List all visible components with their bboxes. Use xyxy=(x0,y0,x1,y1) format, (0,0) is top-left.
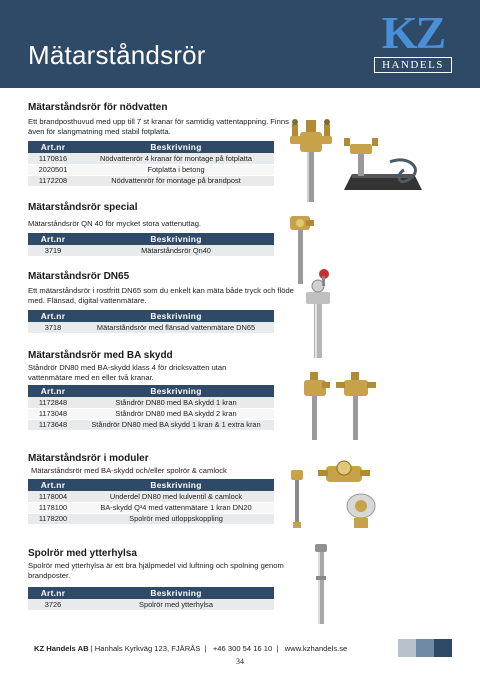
section-dn65 xyxy=(28,271,448,306)
table-row xyxy=(28,164,274,175)
desc-cell: Fotplatta i betong xyxy=(78,164,274,175)
spec-table-dn65 xyxy=(28,310,274,334)
logo-kz-text: KZ xyxy=(381,7,445,58)
page-number: 34 xyxy=(236,657,244,666)
col-desc-header: Beskrivning xyxy=(78,587,274,599)
table-row xyxy=(28,175,274,186)
footer-company: KZ Handels AB xyxy=(34,644,89,653)
table-header-row xyxy=(28,479,274,491)
col-desc-header: Beskrivning xyxy=(78,141,274,153)
desc-cell: Spolrör med utloppskoppling xyxy=(78,513,274,524)
footer-decor-square-light xyxy=(398,639,416,657)
section-title: Mätarståndsrör special xyxy=(28,202,138,213)
product-image-dn65 xyxy=(298,268,340,360)
desc-cell: Ståndrör DN80 med BA skydd 1 kran xyxy=(78,397,274,408)
table-row xyxy=(28,502,274,513)
product-image-ba-2-kran xyxy=(336,368,376,442)
footer-address: Hanhals Kyrkväg 123, FJÄRÅS xyxy=(94,644,201,653)
spec-table-special xyxy=(28,233,274,257)
col-desc-header: Beskrivning xyxy=(78,233,274,245)
col-art-header: Art.nr xyxy=(28,310,78,322)
footer-separator: | xyxy=(90,644,95,653)
table-row xyxy=(28,322,274,333)
section-nodvatten xyxy=(28,102,448,137)
table-row xyxy=(28,397,274,408)
desc-cell: Underdel DN80 med kulventil & camlock xyxy=(78,491,274,502)
col-desc-header: Beskrivning xyxy=(78,310,274,322)
footer-website-link[interactable]: www.kzhandels.se xyxy=(284,644,348,653)
desc-cell: Spolrör med ytterhylsa xyxy=(78,599,274,610)
desc-cell: Ståndrör DN80 med BA skydd 2 kran xyxy=(78,408,274,419)
col-art-header: Art.nr xyxy=(28,385,78,397)
art-cell: 1178200 xyxy=(28,513,78,524)
table-header-row xyxy=(28,385,274,397)
table-header-row xyxy=(28,233,274,245)
art-cell: 1172848 xyxy=(28,397,78,408)
product-image-spolror-koppling xyxy=(344,492,378,530)
product-image-hydrant-tap xyxy=(286,110,338,204)
section-description: Mätarståndsrör med BA-skydd och/eller spolrör & camlock xyxy=(31,466,227,475)
col-art-header: Art.nr xyxy=(28,233,78,245)
product-image-spolror-ytterhylsa xyxy=(312,542,330,626)
section-special xyxy=(28,202,448,229)
col-desc-header: Beskrivning xyxy=(78,479,274,491)
col-art-header: Art.nr xyxy=(28,479,78,491)
table-row xyxy=(28,245,274,256)
table-row xyxy=(28,419,274,430)
table-row xyxy=(28,599,274,610)
section-description: Ett brandposthuvud med upp till 7 st kranar för samtidig vattentappning. Finns även för slangmatning med stabil fotplatta. xyxy=(28,117,289,136)
section-description: Mätarståndsrör QN 40 för mycket stora vattenuttag. xyxy=(28,219,202,228)
table-header-row xyxy=(28,141,274,153)
footer-contact xyxy=(34,644,347,653)
spec-table-ytterhylsa xyxy=(28,587,274,611)
table-row xyxy=(28,153,274,164)
art-cell: 2020501 xyxy=(28,164,78,175)
art-cell: 1173648 xyxy=(28,419,78,430)
section-description: Spolrör med ytterhylsa är ett bra hjälpmedel vid luftning och spolning genom brandposter. xyxy=(28,561,284,580)
spec-table-nodvatten xyxy=(28,141,274,187)
product-image-ba-1-kran xyxy=(298,368,332,442)
desc-cell: Mätarståndsrör Qn40 xyxy=(78,245,274,256)
product-image-ba-skydd-meter xyxy=(318,458,372,488)
table-header-row xyxy=(28,310,274,322)
spec-table-ba-skydd xyxy=(28,385,274,431)
section-description: Ståndrör DN80 med BA-skydd klass 4 för dricksvatten utan vattenmätare med en eller två kranar. xyxy=(28,363,227,382)
section-title: Mätarståndsrör i moduler xyxy=(28,453,149,464)
col-desc-header: Beskrivning xyxy=(78,385,274,397)
section-ytterhylsa xyxy=(28,548,448,581)
art-cell: 3719 xyxy=(28,245,78,256)
desc-cell: BA-skydd Q³4 med vattenmätare 1 kran DN20 xyxy=(78,502,274,513)
logo-handels-text: HANDELS xyxy=(374,57,452,73)
footer-separator: | xyxy=(274,644,283,653)
col-art-header: Art.nr xyxy=(28,141,78,153)
section-title: Mätarståndsrör med BA skydd xyxy=(28,350,173,361)
section-ba-skydd xyxy=(28,350,448,383)
art-cell: 1173048 xyxy=(28,408,78,419)
desc-cell: Nödvattenrör för montage på brandpost xyxy=(78,175,274,186)
art-cell: 3726 xyxy=(28,599,78,610)
desc-cell: Mätarståndsrör med flänsad vattenmätare DN65 xyxy=(78,322,274,333)
section-title: Mätarståndsrör för nödvatten xyxy=(28,102,168,113)
product-image-underdel xyxy=(288,466,306,530)
table-header-row xyxy=(28,587,274,599)
section-description: Ett mätarståndsrör i rostfritt DN65 som du enkelt kan mäta både tryck och flöde med. Flänsad, digital vattenmätare. xyxy=(28,286,294,305)
product-image-foot-plate xyxy=(338,134,428,196)
footer-separator: | xyxy=(202,644,211,653)
footer-decor-square-mid xyxy=(416,639,434,657)
art-cell: 1170816 xyxy=(28,153,78,164)
footer-decor-square-dark xyxy=(434,639,452,657)
desc-cell: Nödvattenrör 4 kranar för montage på fotplatta xyxy=(78,153,274,164)
section-moduler xyxy=(28,453,448,476)
art-cell: 1178100 xyxy=(28,502,78,513)
spec-table-moduler xyxy=(28,479,274,525)
footer-phone: +46 300 54 16 10 xyxy=(212,644,273,653)
table-row xyxy=(28,513,274,524)
art-cell: 1172208 xyxy=(28,175,78,186)
section-title: Mätarståndsrör DN65 xyxy=(28,271,130,282)
table-row xyxy=(28,408,274,419)
kz-handels-logo xyxy=(372,7,454,74)
col-art-header: Art.nr xyxy=(28,587,78,599)
art-cell: 3718 xyxy=(28,322,78,333)
desc-cell: Ståndrör DN80 med BA skydd 1 kran & 1 extra kran xyxy=(78,419,274,430)
table-row xyxy=(28,491,274,502)
section-title: Spolrör med ytterhylsa xyxy=(28,548,137,559)
page-title: Mätarståndsrör xyxy=(28,40,206,70)
art-cell: 1178004 xyxy=(28,491,78,502)
page-header xyxy=(0,0,480,88)
